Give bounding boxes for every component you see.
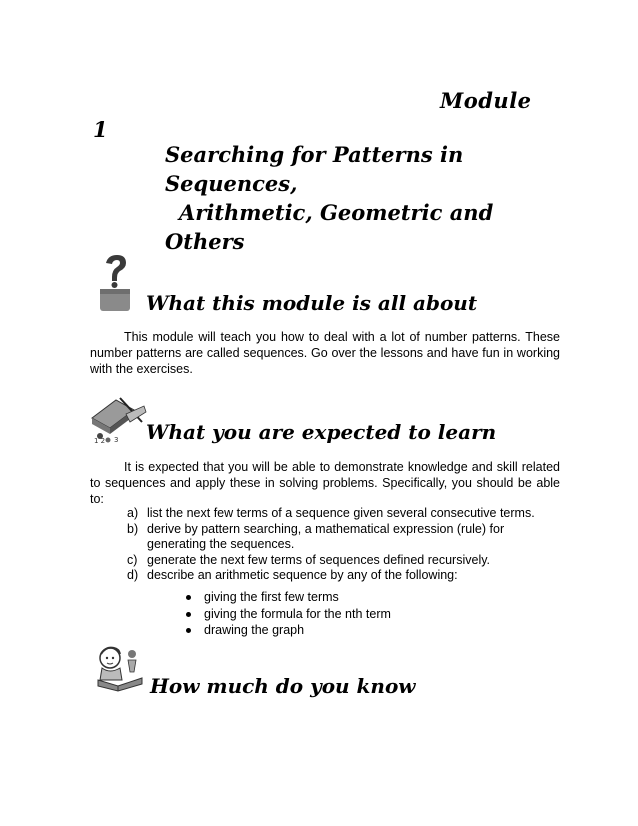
list-item: c) generate the next few terms of sequences defined recursively. xyxy=(127,552,491,567)
expected-paragraph: It is expected that you will be able to demonstrate knowledge and skill related to sequences and apply these in solving problems. Specifically, you should be able to: xyxy=(90,460,560,506)
about-paragraph: This module will teach you how to deal with a lot of number patterns. These number patterns are called sequences. Go over the lessons and have fun in working with the exercises. xyxy=(90,330,560,376)
list-item: a) list the next few terms of a sequence given several consecutive terms. xyxy=(127,506,535,520)
section-heading-about: What this module is all about xyxy=(146,291,478,315)
question-person-icon xyxy=(96,255,140,313)
list-item: giving the first few terms xyxy=(186,589,391,606)
objectives-list xyxy=(127,506,547,584)
section-heading-how-much: How much do you know xyxy=(150,674,416,698)
math-tools-icon xyxy=(86,396,148,444)
bullet-list xyxy=(186,589,391,639)
svg-text:3: 3 xyxy=(114,436,119,444)
title-line-1: Searching for Patterns in xyxy=(165,142,464,167)
list-item: giving the formula for the nth term xyxy=(186,606,391,623)
module-number: 1 xyxy=(93,117,108,142)
svg-text:1 2: 1 2 xyxy=(94,437,106,444)
title-line-2: Sequences, xyxy=(165,171,298,196)
list-item: b) derive by pattern searching, a mathematical expression (rule) for generating the sequences. xyxy=(127,521,505,551)
page-title xyxy=(165,140,493,256)
title-line-4: Others xyxy=(165,229,245,254)
title-line-3: Arithmetic, Geometric and xyxy=(179,200,494,225)
module-label: Module xyxy=(440,88,532,113)
list-item: d) describe an arithmetic sequence by any of the following: xyxy=(127,568,458,582)
list-item: drawing the graph xyxy=(186,622,391,639)
section-heading-expected: What you are expected to learn xyxy=(146,420,497,444)
child-reading-icon xyxy=(94,644,146,692)
